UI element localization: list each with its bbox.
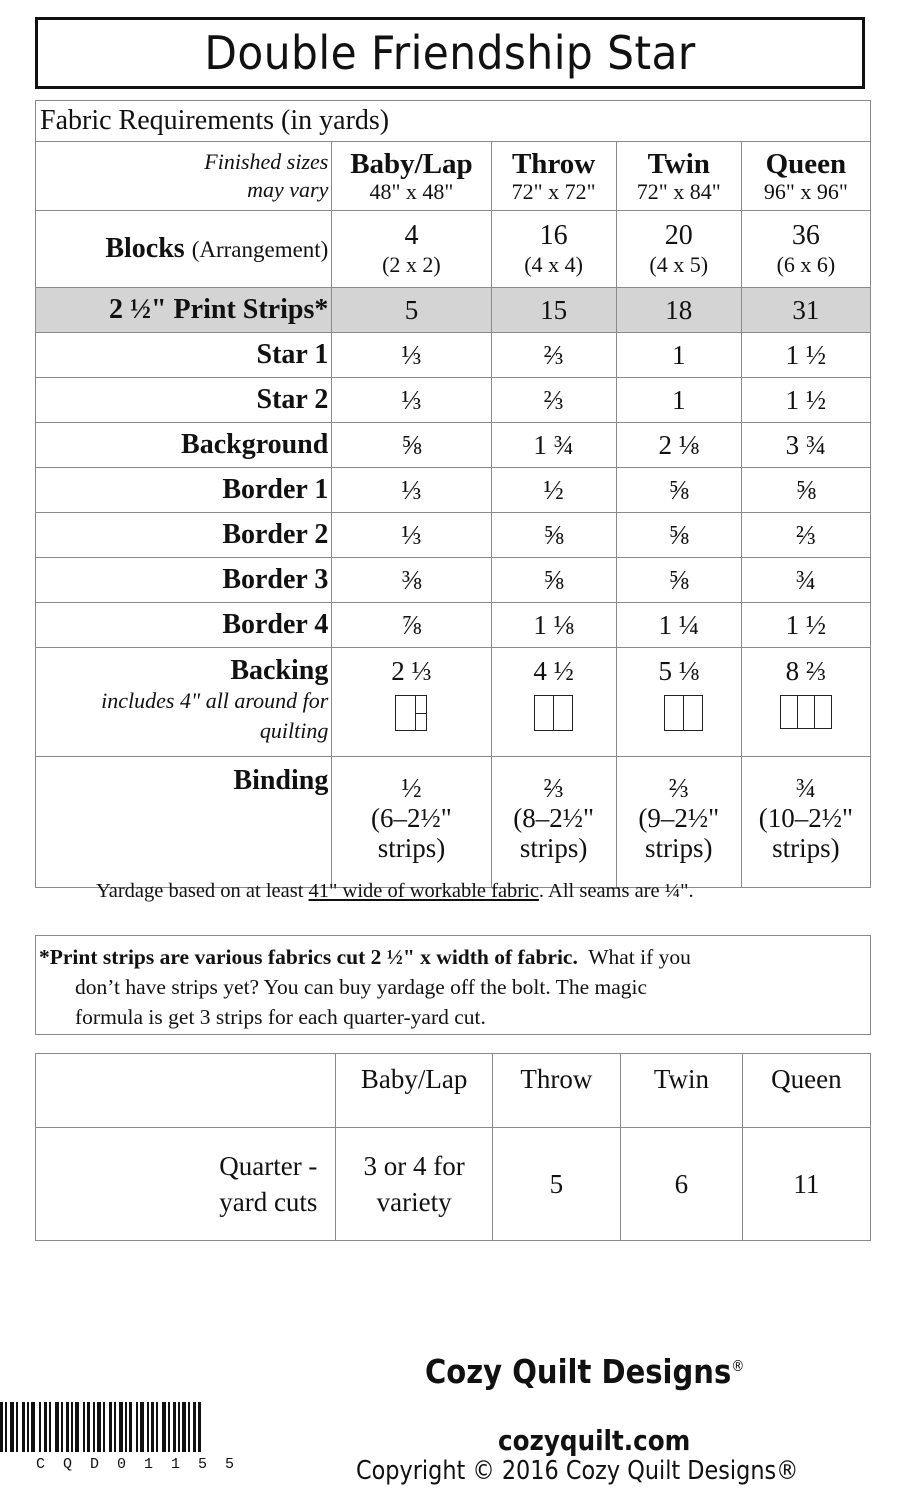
table-cell: ⅔ (8–2½" strips) — [491, 757, 616, 888]
table-cell: ½ — [491, 468, 616, 513]
table-row — [36, 468, 871, 513]
barcode-text: CQD01155 — [36, 1456, 253, 1473]
fabric-requirements-table — [35, 100, 871, 888]
print-strips-label: 2 ½" Print Strips* — [36, 288, 332, 333]
backing-row — [36, 648, 871, 757]
row-label: Background — [36, 423, 332, 468]
page-title: Double Friendship Star — [204, 26, 696, 80]
table-cell: ⅞ — [332, 603, 491, 648]
table-cell: 31 — [741, 288, 870, 333]
backing-layout-diagram-icon — [395, 695, 427, 731]
table-cell: ½ (6–2½" strips) — [332, 757, 491, 888]
table-cell: 11 — [742, 1128, 870, 1241]
backing-label: Backing includes 4" all around for quilting — [36, 648, 332, 757]
row-label: Border 3 — [36, 558, 332, 603]
footnote-bold: *Print strips are various fabrics cut 2 ½" x width of fabric. — [39, 945, 578, 969]
blocks-row — [36, 211, 871, 288]
table-cell: ⅔ — [491, 378, 616, 423]
size-header-queen: Queen 96" x 96" — [741, 142, 870, 211]
table-cell — [36, 1054, 336, 1128]
row-label: Border 4 — [36, 603, 332, 648]
workable-fabric-width: 41" wide of workable fabric — [308, 880, 539, 902]
print-strips-footnote: *Print strips are various fabrics cut 2 ½" x width of fabric. What if you don’t have strips yet? You can buy yardage off the bolt. The magic formula is get 3 strips for each quarter-yard cut. — [35, 935, 871, 1035]
table-cell: 5 ⅛ — [616, 648, 741, 757]
row-label: Border 1 — [36, 468, 332, 513]
yardage-note: Yardage based on at least 41" wide of workable fabric. All seams are ¼". — [96, 880, 694, 902]
table-cell: 36 (6 x 6) — [741, 211, 870, 288]
table-cell: 2 ⅛ — [616, 423, 741, 468]
size-header-throw: Throw 72" x 72" — [491, 142, 616, 211]
row-label: Star 2 — [36, 378, 332, 423]
table-cell: ⅔ — [491, 333, 616, 378]
quarter-yard-header-row — [36, 1054, 871, 1128]
table-cell: ⅝ — [616, 558, 741, 603]
table-row — [36, 378, 871, 423]
table-cell: 3 ¾ — [741, 423, 870, 468]
row-label: Star 1 — [36, 333, 332, 378]
table-cell: 4 ½ — [491, 648, 616, 757]
column-header-twin: Twin — [621, 1054, 743, 1128]
table-cell: 1 ½ — [741, 378, 870, 423]
table-cell: 16 (4 x 4) — [491, 211, 616, 288]
copyright-notice: Copyright © 2016 Cozy Quilt Designs® — [356, 1456, 799, 1486]
table-cell: ⅝ — [491, 558, 616, 603]
table-cell: 8 ⅔ — [741, 648, 870, 757]
column-header-baby-lap: Baby/Lap — [336, 1054, 492, 1128]
column-header-throw: Throw — [492, 1054, 620, 1128]
table-cell: 4 (2 x 2) — [332, 211, 491, 288]
table-cell: ¾ (10–2½" strips) — [741, 757, 870, 888]
website-link[interactable]: cozyquilt.com — [498, 1424, 691, 1457]
barcode-icon — [0, 1402, 272, 1452]
brand-logo: Cozy Quilt Designs® — [425, 1352, 745, 1391]
table-cell: 5 — [492, 1128, 620, 1241]
binding-label: Binding — [36, 757, 332, 888]
table-cell: ⅝ — [616, 468, 741, 513]
table-cell: 15 — [491, 288, 616, 333]
table-cell: 6 — [621, 1128, 743, 1241]
backing-note: includes 4" all around for — [101, 688, 329, 713]
title-box — [35, 17, 865, 89]
table-cell: ⅓ — [332, 378, 491, 423]
table-cell: ⅝ — [741, 468, 870, 513]
table-cell: ⅝ — [332, 423, 491, 468]
finished-sizes-note: Finished sizes may vary — [36, 142, 332, 211]
table-cell: ⅔ (9–2½" strips) — [616, 757, 741, 888]
backing-layout-diagram-icon — [780, 695, 832, 729]
binding-row — [36, 757, 871, 888]
table-cell: 1 ⅛ — [491, 603, 616, 648]
table-cell: ⅔ — [741, 513, 870, 558]
table-cell: ⅝ — [491, 513, 616, 558]
size-header-row — [36, 142, 871, 211]
quarter-yard-table — [35, 1053, 871, 1241]
table-cell: 1 ½ — [741, 333, 870, 378]
table-cell: 2 ⅓ — [332, 648, 491, 757]
table-cell: ⅓ — [332, 333, 491, 378]
column-header-queen: Queen — [742, 1054, 870, 1128]
table-cell: 3 or 4 for variety — [336, 1128, 492, 1241]
backing-layout-diagram-icon — [664, 695, 703, 731]
quarter-yard-label: Quarter - yard cuts — [36, 1128, 336, 1241]
size-header-baby-lap: Baby/Lap 48" x 48" — [332, 142, 491, 211]
print-strips-row — [36, 288, 871, 333]
table-cell: 18 — [616, 288, 741, 333]
table-row — [36, 333, 871, 378]
table-cell: 20 (4 x 5) — [616, 211, 741, 288]
table-cell: ⅝ — [616, 513, 741, 558]
table-cell: ⅓ — [332, 468, 491, 513]
table-cell: 1 ½ — [741, 603, 870, 648]
table-row — [36, 558, 871, 603]
table-row — [36, 603, 871, 648]
table-caption: Fabric Requirements (in yards) — [36, 101, 871, 142]
table-cell: 1 ¼ — [616, 603, 741, 648]
table-cell: 1 ¾ — [491, 423, 616, 468]
table-cell: 5 — [332, 288, 491, 333]
table-row — [36, 423, 871, 468]
table-cell: 1 — [616, 333, 741, 378]
table-cell: ¾ — [741, 558, 870, 603]
backing-layout-diagram-icon — [534, 695, 573, 731]
table-cell: 1 — [616, 378, 741, 423]
size-header-twin: Twin 72" x 84" — [616, 142, 741, 211]
table-cell: ⅜ — [332, 558, 491, 603]
blocks-label: Blocks (Arrangement) — [36, 211, 332, 288]
row-label: Border 2 — [36, 513, 332, 558]
table-row — [36, 513, 871, 558]
table-cell: ⅓ — [332, 513, 491, 558]
quarter-yard-row — [36, 1128, 871, 1241]
